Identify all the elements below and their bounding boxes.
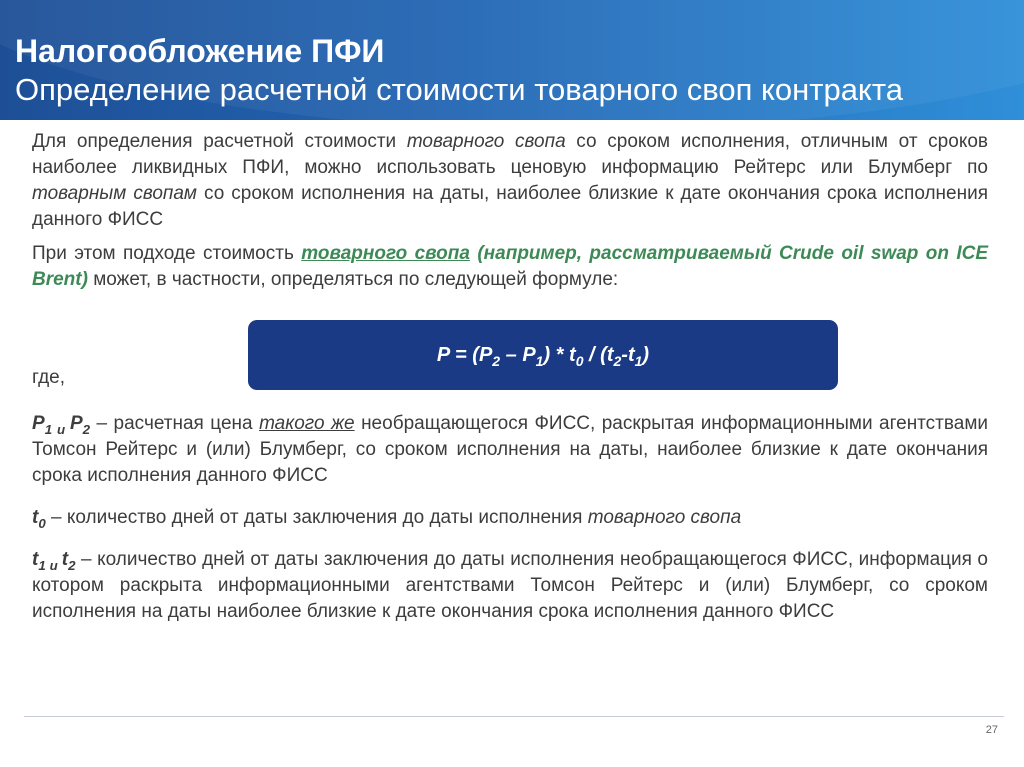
- text-segment: Для определения расчетной стоимости: [32, 131, 407, 152]
- conjunction: и: [45, 557, 62, 573]
- emphasis-text: товарного свопа: [587, 507, 742, 528]
- variable-subscript: 0: [38, 515, 46, 531]
- text-segment: – количество дней от даты заключения до даты исполнения: [45, 507, 588, 528]
- emphasis-text: такого же: [259, 413, 355, 434]
- formula-subscript: 1: [535, 352, 544, 369]
- formula-part: -t: [621, 343, 635, 366]
- variable-subscript: 2: [82, 421, 91, 437]
- formula-part: / (t: [583, 343, 614, 366]
- footer-divider: [24, 716, 1004, 717]
- formula-subscript: 2: [613, 352, 622, 369]
- formula-part: – P: [500, 343, 536, 366]
- text-segment: может, в частности, определяться по следующей формуле:: [87, 269, 619, 290]
- definition-p1-p2: [32, 411, 988, 489]
- text-segment: – расчетная цена: [90, 413, 260, 434]
- paragraph-approach: [32, 241, 988, 293]
- variable-symbol: t: [32, 507, 39, 528]
- conjunction: и: [52, 421, 70, 437]
- text-segment: При этом подходе стоимость: [32, 243, 302, 264]
- formula-subscript: 1: [634, 352, 643, 369]
- variable-symbol: t: [61, 549, 69, 570]
- page-number: 27: [985, 724, 998, 736]
- page-title: Налогообложение ПФИ: [15, 33, 385, 69]
- variable-subscript: 1: [38, 557, 46, 573]
- variable-symbol: P: [32, 413, 45, 434]
- definition-t1-t2: [32, 547, 988, 625]
- where-label: где,: [32, 367, 66, 388]
- formula: [437, 344, 649, 367]
- formula-subscript: 2: [492, 352, 501, 369]
- formula-subscript: 0: [575, 352, 584, 369]
- page-subtitle: Определение расчетной стоимости товарного своп контракта: [15, 72, 903, 107]
- text-segment: – количество дней от даты заключения до даты исполнения необращающегося ФИСС, информация о котором раскрыта информационными агентствами Томсон Рейтерс и (или) Блумберг, со сроком исполнения на даты наиболее близкие к дате окончания срока исполнения данного ФИСС: [32, 549, 988, 622]
- variable-subscript: 2: [68, 557, 76, 573]
- emphasis-text: товарного свопа: [406, 131, 566, 152]
- variable-symbol: t: [32, 549, 39, 570]
- variable-subscript: 1: [44, 421, 53, 437]
- formula-part: P = (P: [436, 343, 493, 366]
- example-note: (например, рассматриваемый Crude oil swap on ICE Brent): [32, 243, 988, 290]
- formula-part: ): [642, 343, 650, 366]
- commodity-swap-link[interactable]: товарного свопа: [301, 243, 470, 264]
- emphasis-text: товарным свопам: [32, 183, 197, 204]
- paragraph-intro: [32, 129, 988, 233]
- definition-t0: [32, 505, 988, 531]
- formula-box: [248, 320, 838, 390]
- title-bar: [0, 0, 1024, 120]
- variable-symbol: P: [69, 413, 83, 434]
- text-segment: со сроком исполнения, отличным от сроков наиболее ликвидных ПФИ, можно использовать ценовую информацию Рейтерс или Блумберг по: [32, 131, 989, 178]
- formula-part: ) * t: [543, 343, 576, 366]
- text-segment: со сроком исполнения на даты, наиболее близкие к дате окончания срока исполнения данного ФИСС: [32, 183, 989, 230]
- text-segment: необращающегося ФИСС, раскрытая информационными агентствами Томсон Рейтерс и (или) Блумберг, со сроком исполнения на даты, наиболее близкие к дате окончания срока исполнения данного ФИСС: [32, 413, 988, 486]
